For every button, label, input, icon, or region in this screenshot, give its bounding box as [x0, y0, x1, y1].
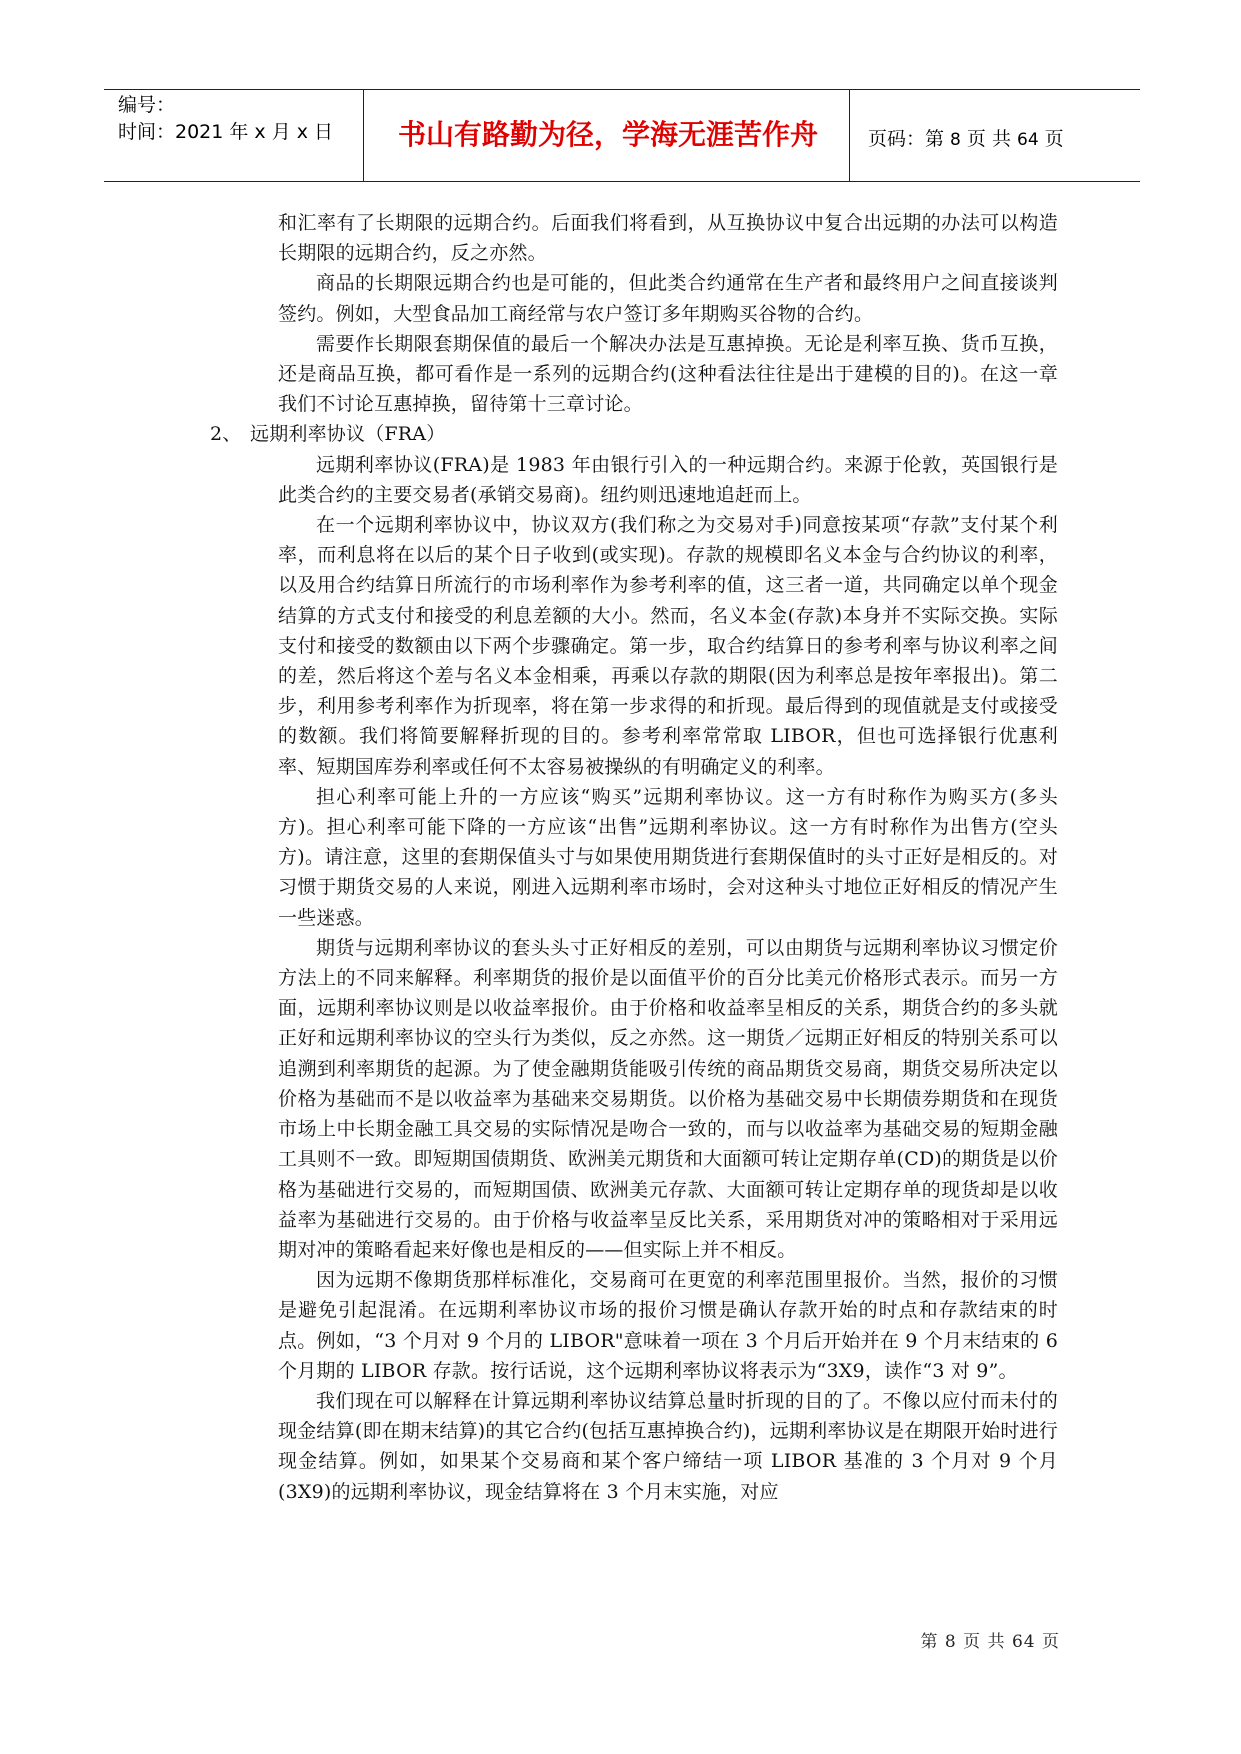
section-heading [210, 419, 1058, 449]
paragraph-4: 远期利率协议(FRA)是 1983 年由银行引入的一种远期合约。来源于伦敦，英国银行是此类合约的主要交易者(承销交易商)。纽约则迅速地追赶而上。 [278, 453, 1058, 506]
document-time: 时间：2021 年 x 月 x 日 [118, 121, 334, 143]
header-top-rule [104, 89, 1140, 90]
page-footer: 第 8 页 共 64 页 [920, 1632, 1060, 1652]
header-bottom-rule [104, 181, 1140, 182]
paragraph-6: 担心利率可能上升的一方应该“购买”远期利率协议。这一方有时称作为购买方(多头方)。担心利率可能下降的一方应该“出售”远期利率协议。这一方有时称作为出售方(空头方)。请注意，这里的套期保值头寸与如果使用期货进行套期保值时的头寸正好是相反的。对习惯于期货交易的人来说，刚进入远期利率市场时，会对这种头寸地位正好相反的情况产生一些迷惑。 [278, 785, 1058, 929]
paragraph-7: 期货与远期利率协议的套头头寸正好相反的差别，可以由期货与远期利率协议习惯定价方法上的不同来解释。利率期货的报价是以面值平价的百分比美元价格形式表示。而另一方面，远期利率协议则是以收益率报价。由于价格和收益率呈相反的关系，期货合约的多头就正好和远期利率协议的空头行为类似，反之亦然。这一期货／远期正好相反的特别关系可以追溯到利率期货的起源。为了使金融期货能吸引传统的商品期货交易商，期货交易所决定以价格为基础而不是以收益率为基础来交易期货。以价格为基础交易中长期债券期货和在现货市场上中长期金融工具交易的实际情况是吻合一致的，而与以收益率为基础交易的短期金融工具则不一致。即短期国债期货、欧洲美元期货和大面额可转让定期存单(CD)的期货是以价格为基础进行交易的，而短期国债、欧洲美元存款、大面额可转让定期存单的现货却是以收益率为基础进行交易的。由于价格与收益率呈反比关系，采用期货对冲的策略相对于采用远期对冲的策略看起来好像也是相反的——但实际上并不相反。 [278, 936, 1058, 1261]
header-info [118, 92, 363, 146]
paragraph-5: 在一个远期利率协议中，协议双方(我们称之为交易对手)同意按某项“存款”支付某个利率，而利息将在以后的某个日子收到(或实现)。存款的规模即名义本金与合约协议的利率，以及用合约结算日所流行的市场利率作为参考利率的值，这三者一道，共同确定以单个现金结算的方式支付和接受的利息差额的大小。然而，名义本金(存款)本身并不实际交换。实际支付和接受的数额由以下两个步骤确定。第一步，取合约结算日的参考利率与协议利率之间的差，然后将这个差与名义本金相乘，再乘以存款的期限(因为利率总是按年率报出)。第二步，利用参考利率作为折现率，将在第一步求得的和折现。最后得到的现值就是支付或接受的数额。我们将简要解释折现的目的。参考利率常常取 LIBOR，但也可选择银行优惠利率、短期国库券利率或任何不太容易被操纵的有明确定义的利率。 [278, 514, 1058, 778]
page-indicator [868, 124, 1138, 151]
page-current: 8 [950, 130, 961, 150]
page-suffix: 页 [1038, 128, 1064, 150]
section-number: 2、 [210, 423, 242, 446]
section-title: 远期利率协议（FRA） [250, 423, 446, 446]
paragraph-8: 因为远期不像期货那样标准化，交易商可在更宽的利率范围里报价。当然，报价的习惯是避免引起混淆。在远期利率协议市场的报价习惯是确认存款开始的时点和存款结束的时点。例如，“3 个月对 9 个月的 LIBOR"意味着一项在 3 个月后开始并在 9 个月末结束的 6 个月期的 LIBOR 存款。按行话说，这个远期利率协议将表示为“3X9，读作“3 对 9”。 [278, 1269, 1058, 1382]
page-middle: 页 共 [960, 128, 1017, 150]
page-total: 64 [1017, 130, 1039, 150]
paragraph-9: 我们现在可以解释在计算远期利率协议结算总量时折现的目的了。不像以应付而未付的现金结算(即在期末结算)的其它合约(包括互惠掉换合约)，远期利率协议是在期限开始时进行现金结算。例如，如果某个交易商和某个客户缔结一项 LIBOR 基准的 3 个月对 9 个月(3X9)的远期利率协议，现金结算将在 3 个月末实施，对应 [278, 1389, 1058, 1503]
document-body [210, 208, 1058, 1507]
header-motto: 书山有路勤为径，学海无涯苦作舟 [397, 118, 818, 151]
paragraph-3: 需要作长期限套期保值的最后一个解决办法是互惠掉换。无论是利率互换、货币互换，还是商品互换，都可看作是一系列的远期合约(这种看法往往是出于建模的目的)。在这一章我们不讨论互惠掉换，留待第十三章讨论。 [278, 332, 1058, 416]
paragraph-2: 商品的长期限远期合约也是可能的，但此类合约通常在生产者和最终用户之间直接谈判签约。例如，大型食品加工商经常与农户签订多年期购买谷物的合约。 [278, 272, 1058, 325]
page-prefix: 页码：第 [868, 128, 951, 150]
document-number-label: 编号： [118, 94, 176, 116]
header-divider-left [363, 89, 364, 181]
paragraph-1: 和汇率有了长期限的远期合约。后面我们将看到，从互换协议中复合出远期的办法可以构造长期限的远期合约，反之亦然。 [278, 212, 1058, 265]
header-divider-right [849, 89, 850, 181]
